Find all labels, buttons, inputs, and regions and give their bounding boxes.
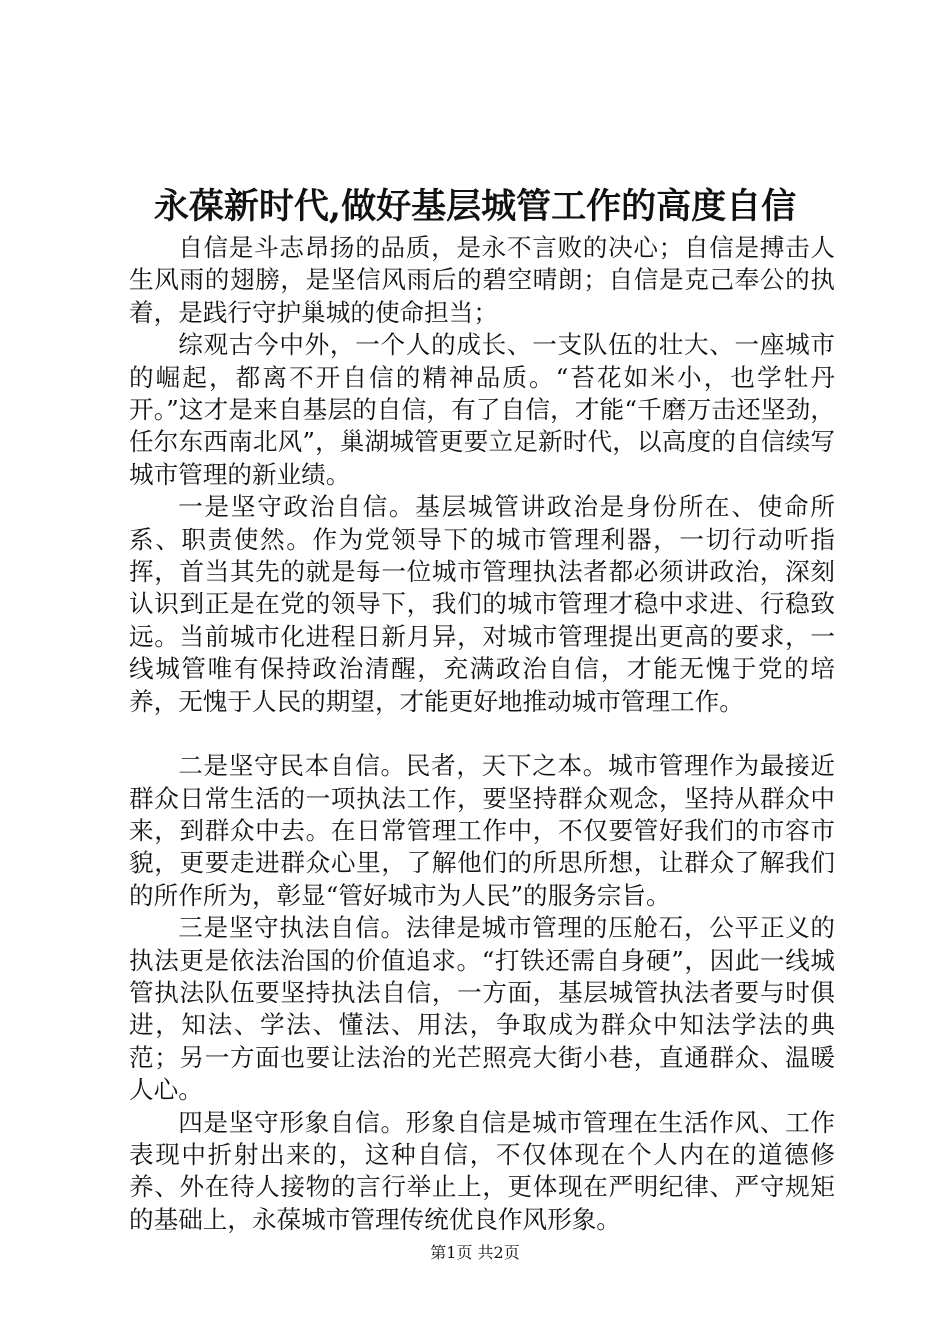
paragraph-intro: 自信是斗志昂扬的品质，是永不言败的决心；自信是搏击人生风雨的翅膀，是坚信风雨后的碧空晴朗；自信是克己奉公的执着，是践行守护巢城的使命担当； <box>129 233 835 327</box>
paragraph-overview: 综观古今中外，一个人的成长、一支队伍的壮大、一座城市的崛起，都离不开自信的精神品质。“苔花如米小，也学牡丹开。”这才是来自基层的自信，有了自信，才能“千磨万击还坚劲，任尔东西南北风”，巢湖城管更要立足新时代，以高度的自信续写城市管理的新业绩。 <box>129 330 835 489</box>
paragraph-political-confidence: 一是坚守政治自信。基层城管讲政治是身份所在、使命所系、职责使然。作为党领导下的城市管理利器，一切行动听指挥，首当其先的就是每一位城市管理执法者都必须讲政治，深刻认识到正是在党的领导下，我们的城市管理才稳中求进、行稳致远。当前城市化进程日新月异，对城市管理提出更高的要求，一线城管唯有保持政治清醒，充满政治自信，才能无愧于党的培养，无愧于人民的期望，才能更好地推动城市管理工作。 <box>129 492 835 716</box>
paragraph-spacer <box>129 718 835 750</box>
page-number: 第1页 共2页 <box>430 1243 520 1262</box>
paragraph-law-confidence: 三是坚守执法自信。法律是城市管理的压舱石，公平正义的执法更是依法治国的价值追求。“打铁还需自身硬”，因此一线城管执法队伍要坚持执法自信，一方面，基层城管执法者要与时俱进，知法、学法、懂法、用法，争取成为群众中知法学法的典范；另一方面也要让法治的光芒照亮大街小巷，直通群众、温暖人心。 <box>129 913 835 1105</box>
document-body <box>129 232 835 1236</box>
paragraph-image-confidence: 四是坚守形象自信。形象自信是城市管理在生活作风、工作表现中折射出来的，这种自信，不仅体现在个人内在的道德修养、外在待人接物的言行举止上，更体现在严明纪律、严守规矩的基础上，永葆城市管理传统优良作风形象。 <box>129 1107 835 1234</box>
document-title: 永葆新时代,做好基层城管工作的高度自信 <box>153 186 797 227</box>
paragraph-people-confidence: 二是坚守民本自信。民者，天下之本。城市管理作为最接近群众日常生活的一项执法工作，要坚持群众观念，坚持从群众中来，到群众中去。在日常管理工作中，不仅要管好我们的市容市貌，更要走进群众心里，了解他们的所思所想，让群众了解我们的所作所为，彰显“管好城市为人民”的服务宗旨。 <box>129 751 835 910</box>
